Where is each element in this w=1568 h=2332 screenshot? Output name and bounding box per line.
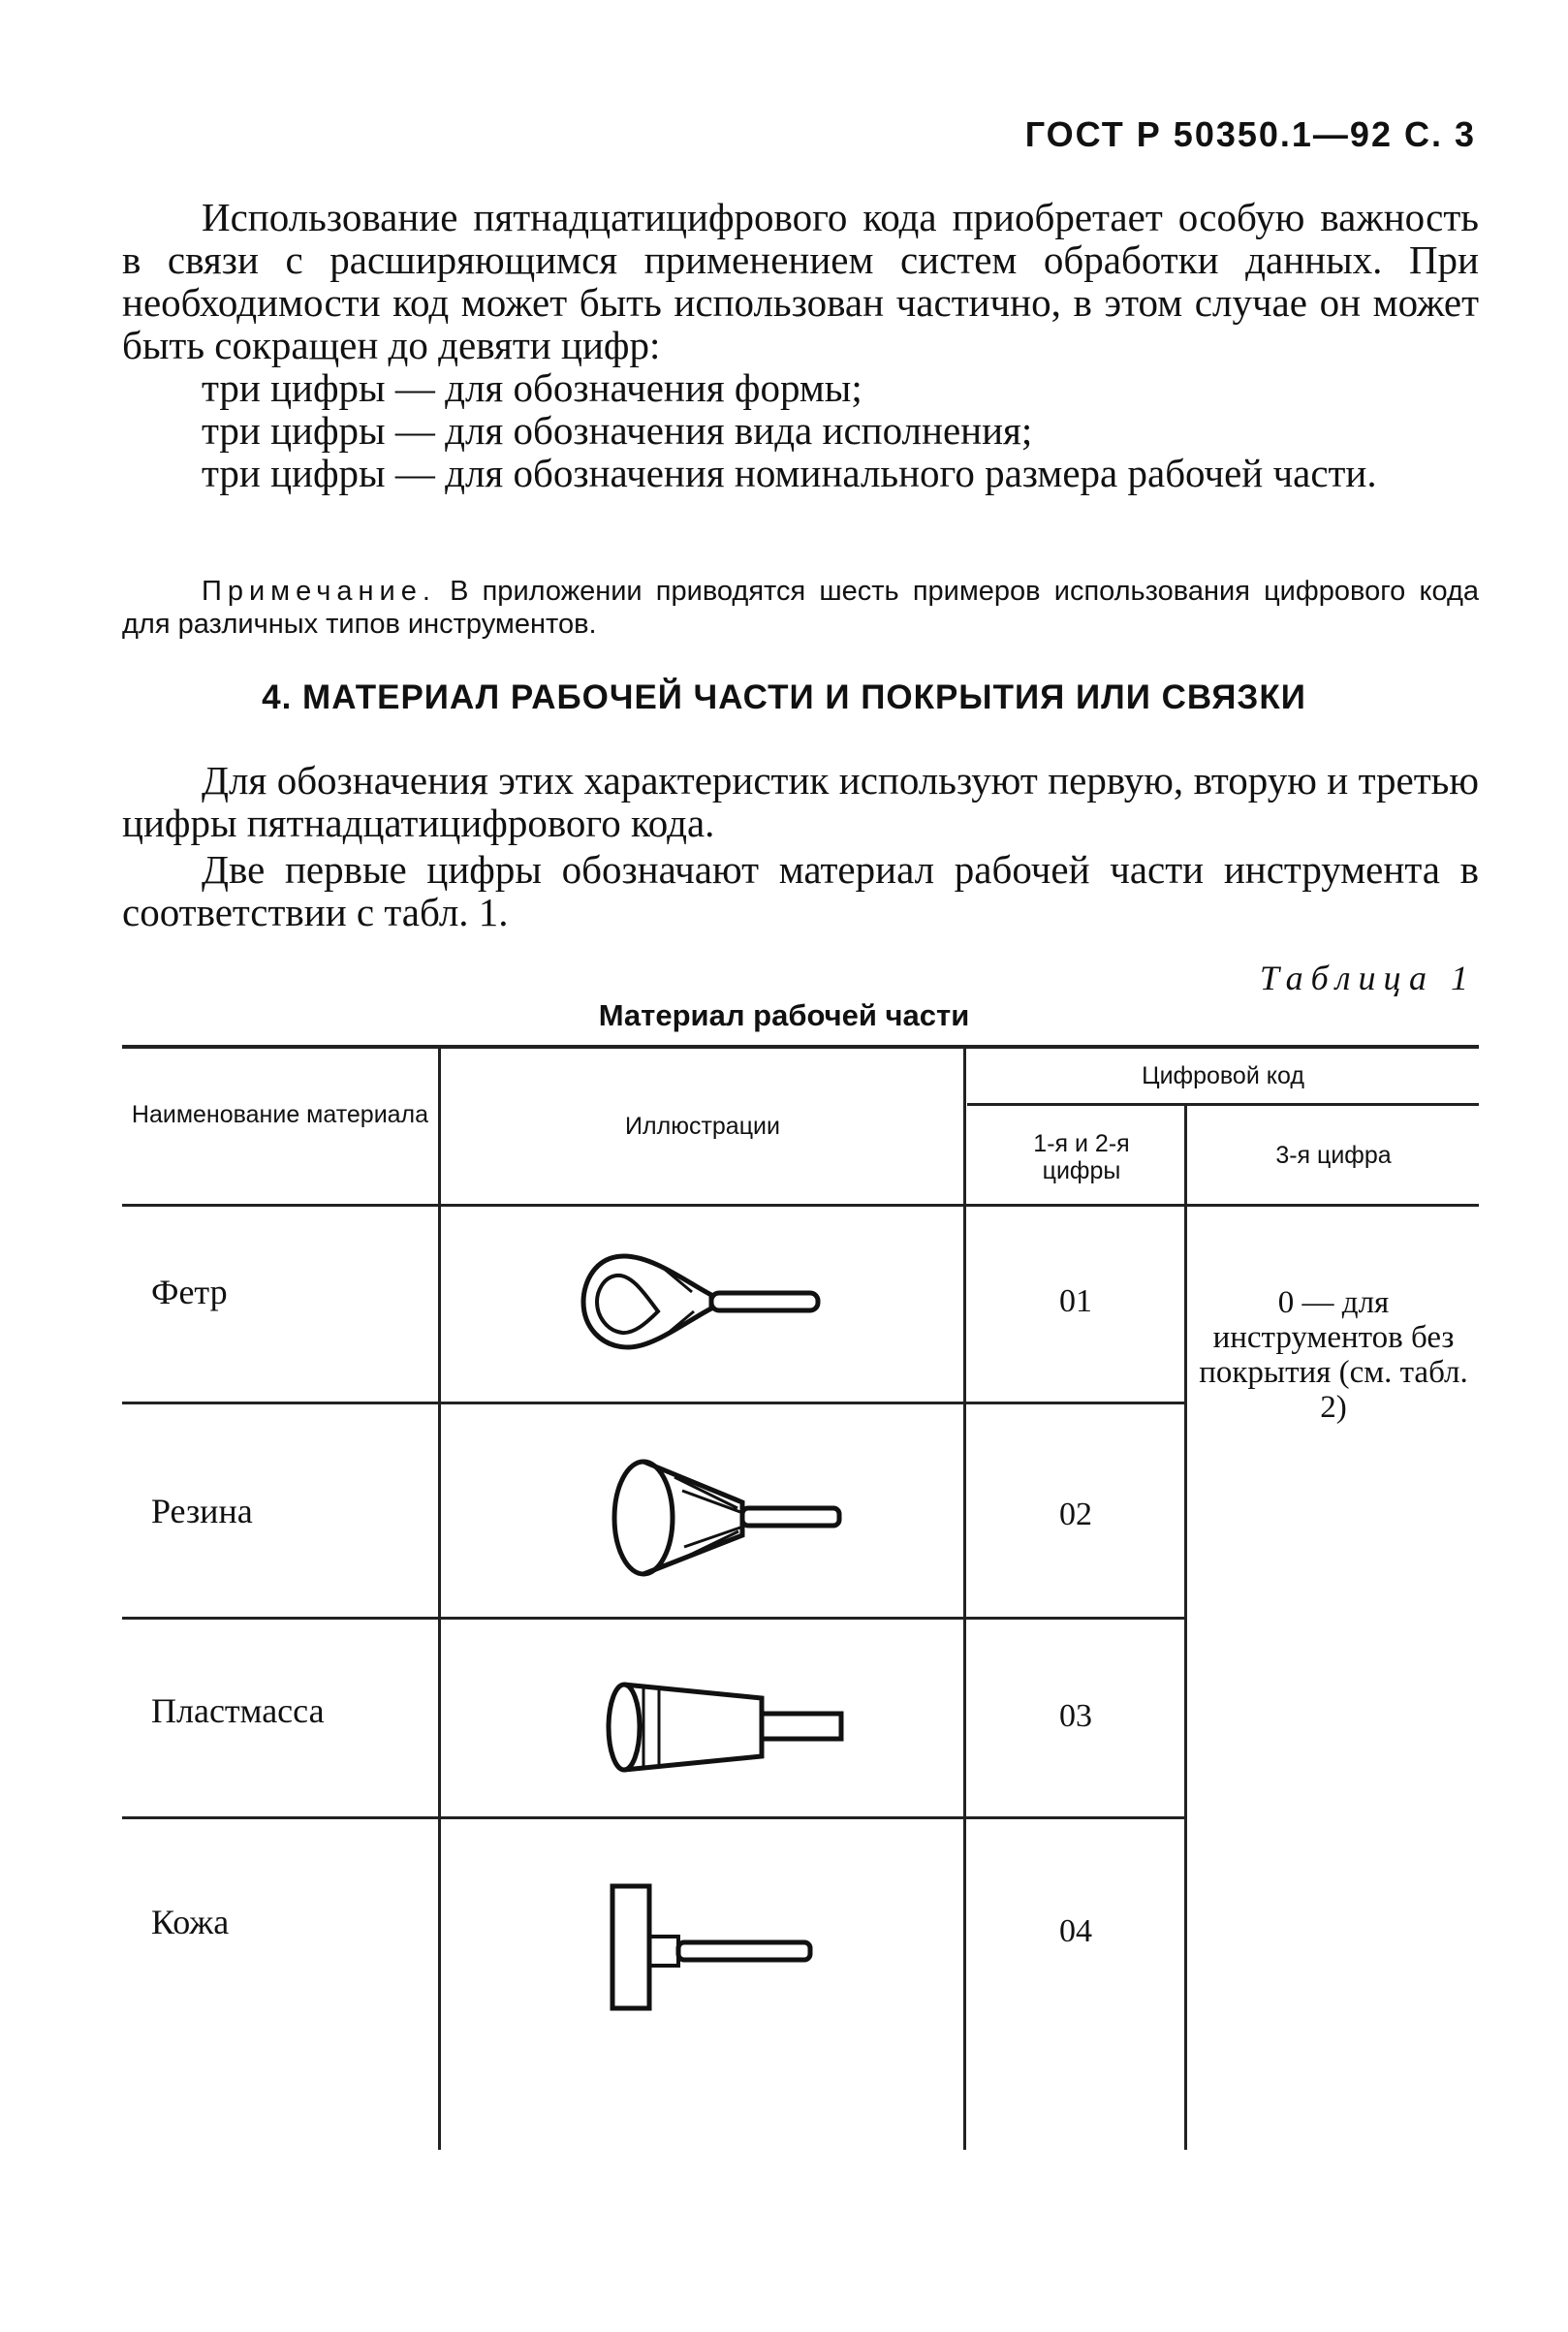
header-code-group: Цифровой код [1142,1062,1304,1089]
header-digits12: 1-я и 2-я цифры [1033,1130,1130,1184]
row-code: 04 [1059,1913,1092,1949]
row-code: 03 [1059,1698,1092,1734]
row-rule [122,1617,1184,1620]
header-illustrations: Иллюстрации [625,1113,780,1140]
row-code: 02 [1059,1497,1092,1532]
table-number: Таблица 1 [1259,959,1476,997]
header-bottom-rule [122,1204,1479,1207]
column-rule [1184,1103,1187,2150]
section-body [122,759,1479,933]
column-rule [438,1045,441,2150]
header-sub-rule [967,1103,1479,1106]
header-digit3: 3-я цифра [1275,1142,1392,1169]
intro-item: три цифры — для обозначения номинального размера рабочей части. [202,451,1377,495]
header-name: Наименование материала [131,1101,429,1128]
table-title: Материал рабочей части [598,998,970,1032]
row-name: Пластмасса [151,1691,325,1730]
section-paragraph: Для обозначения этих характеристик используют первую, вторую и третью цифры пятнадцатицифрового кода. [122,758,1479,845]
note-text: В приложении приводятся шесть примеров использования цифрового кода для различных типов инструментов. [122,576,1479,640]
rubber-tool-icon [607,1452,849,1588]
row-code: 01 [1059,1283,1092,1319]
row-rule [122,1816,1184,1819]
table-top-rule [122,1045,1479,1049]
intro-item: три цифры — для обозначения вида исполнения; [202,408,1033,453]
page-header: ГОСТ Р 50350.1—92 С. 3 [1024,114,1476,154]
note [122,575,1479,641]
column-rule [963,1045,966,2150]
section-title: 4. МАТЕРИАЛ РАБОЧЕЙ ЧАСТИ И ПОКРЫТИЯ ИЛИ СВЯЗКИ [262,678,1306,716]
intro-block [122,196,1479,494]
row-name: Резина [151,1492,253,1530]
row-name: Фетр [151,1273,228,1311]
intro-paragraph: Использование пятнадцатицифрового кода приобретает особую важность в связи с расширяющимся применением систем обработки данных. При необходимости код может быть использован частично, в этом случае он может быть сокращен до девяти цифр: [122,195,1479,367]
leather-tool-icon [607,1880,820,2016]
plastic-tool-icon [599,1669,851,1785]
third-digit-note: 0 — для инструментов без покрытия (см. табл. 2) [1199,1285,1468,1425]
section-paragraph: Две первые цифры обозначают материал рабочей части инструмента в соответствии с табл. 1. [122,847,1479,934]
intro-item: три цифры — для обозначения формы; [202,365,862,410]
row-rule [122,1402,1184,1404]
materials-table [122,1045,1479,2150]
note-label: Примечание. [202,576,436,607]
felt-tool-icon [576,1239,828,1365]
row-name: Кожа [151,1903,230,1941]
